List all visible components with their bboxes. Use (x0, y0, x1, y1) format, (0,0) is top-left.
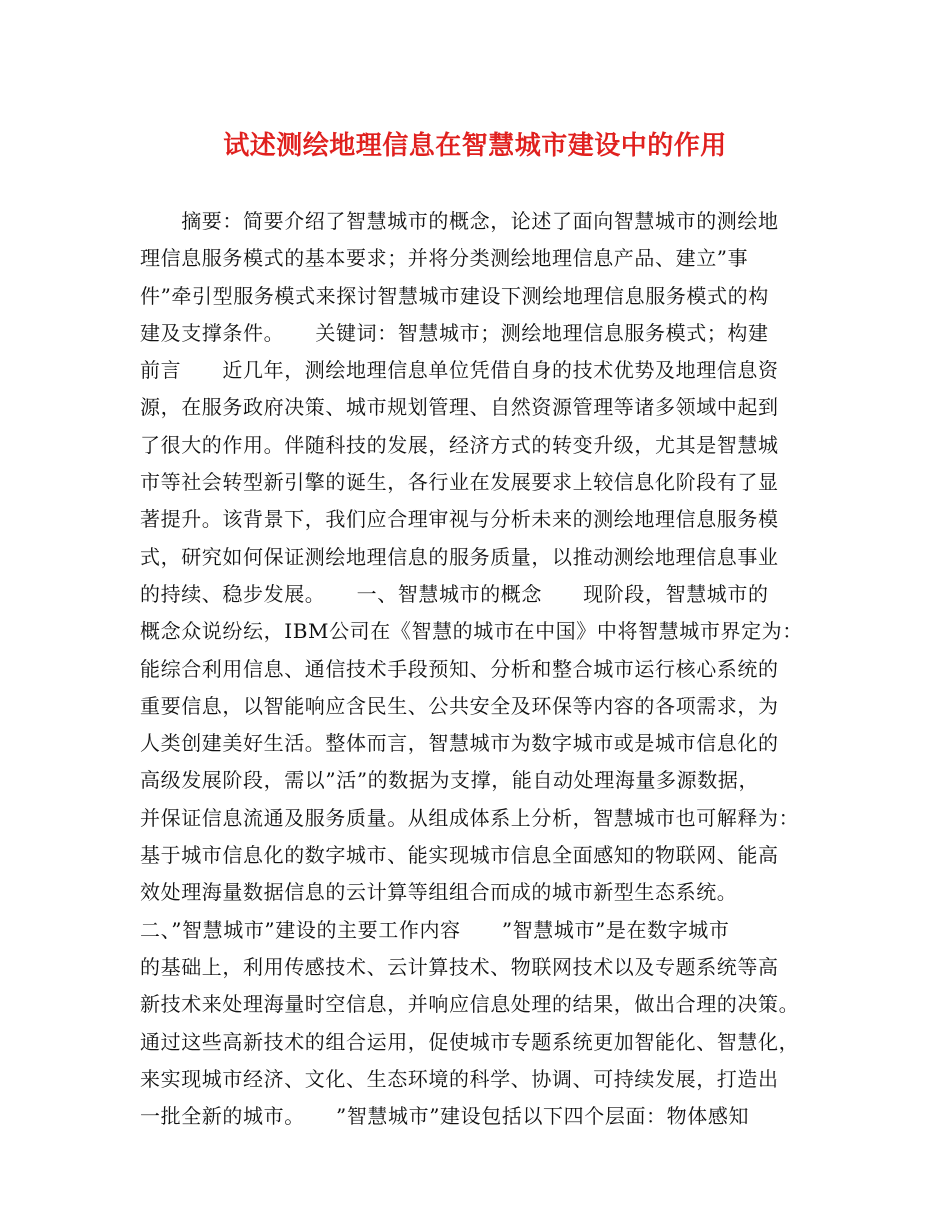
body-line: 建及支撑条件。 关键词：智慧城市；测绘地理信息服务模式；构建 (140, 320, 769, 345)
body-line: 新技术来处理海量时空信息，并响应信息处理的结果，做出合理的决策。 (140, 992, 800, 1017)
body-line: 概念众说纷纭，IBM公司在《智慧的城市在中国》中将智慧城市界定为： (140, 619, 803, 644)
body-line: 并保证信息流通及服务质量。从组成体系上分析，智慧城市也可解释为： (140, 805, 800, 830)
body-line: 件”牵引型服务模式来探讨智慧城市建设下测绘地理信息服务模式的构 (140, 283, 769, 308)
body-line: 市等社会转型新引擎的诞生，各行业在发展要求上较信息化阶段有了显 (140, 470, 779, 495)
document-title: 试述测绘地理信息在智慧城市建设中的作用 (223, 131, 727, 161)
body-line: 基于城市信息化的数字城市、能实现城市信息全面感知的物联网、能高 (140, 843, 779, 868)
body-line: 前言 近几年，测绘地理信息单位凭借自身的技术优势及地理信息资 (140, 358, 779, 383)
body-line: 通过这些高新技术的组合运用，促使城市专题系统更加智能化、智慧化， (140, 1029, 800, 1054)
body-line: 的持续、稳步发展。 一、智慧城市的概念 现阶段，智慧城市的 (140, 581, 769, 606)
body-line: 了很大的作用。伴随科技的发展，经济方式的转变升级，尤其是智慧城 (140, 432, 779, 457)
body-line: 著提升。该背景下，我们应合理审视与分析未来的测绘地理信息服务模 (140, 507, 779, 532)
body-line: 的基础上，利用传感技术、云计算技术、物联网技术以及专题系统等高 (140, 954, 779, 979)
document-body (140, 203, 830, 1135)
body-line: 二、”智慧城市”建设的主要工作内容 ”智慧城市”是在数字城市 (140, 917, 730, 942)
body-line: 来实现城市经济、文化、生态环境的科学、协调、可持续发展，打造出 (140, 1066, 779, 1091)
body-line: 人类创建美好生活。整体而言，智慧城市为数字城市或是城市信息化的 (140, 731, 779, 756)
body-line: 一批全新的城市。 ”智慧城市”建设包括以下四个层面：物体感知 (140, 1104, 750, 1129)
body-line: 能综合利用信息、通信技术手段预知、分析和整合城市运行核心系统的 (140, 656, 779, 681)
body-line: 理信息服务模式的基本要求；并将分类测绘地理信息产品、建立”事 (140, 246, 749, 271)
body-line: 式，研究如何保证测绘地理信息的服务质量，以推动测绘地理信息事业 (140, 544, 779, 569)
body-line: 效处理海量数据信息的云计算等组组合而成的城市新型生态系统。 (140, 880, 738, 905)
body-line: 重要信息，以智能响应含民生、公共安全及环保等内容的各项需求，为 (140, 693, 779, 718)
body-line: 高级发展阶段，需以”活”的数据为支撑，能自动处理海量多源数据， (140, 768, 760, 793)
body-line: 源，在服务政府决策、城市规划管理、自然资源管理等诸多领域中起到 (140, 395, 779, 420)
body-line: 摘要：简要介绍了智慧城市的概念，论述了面向智慧城市的测绘地 (140, 209, 779, 233)
